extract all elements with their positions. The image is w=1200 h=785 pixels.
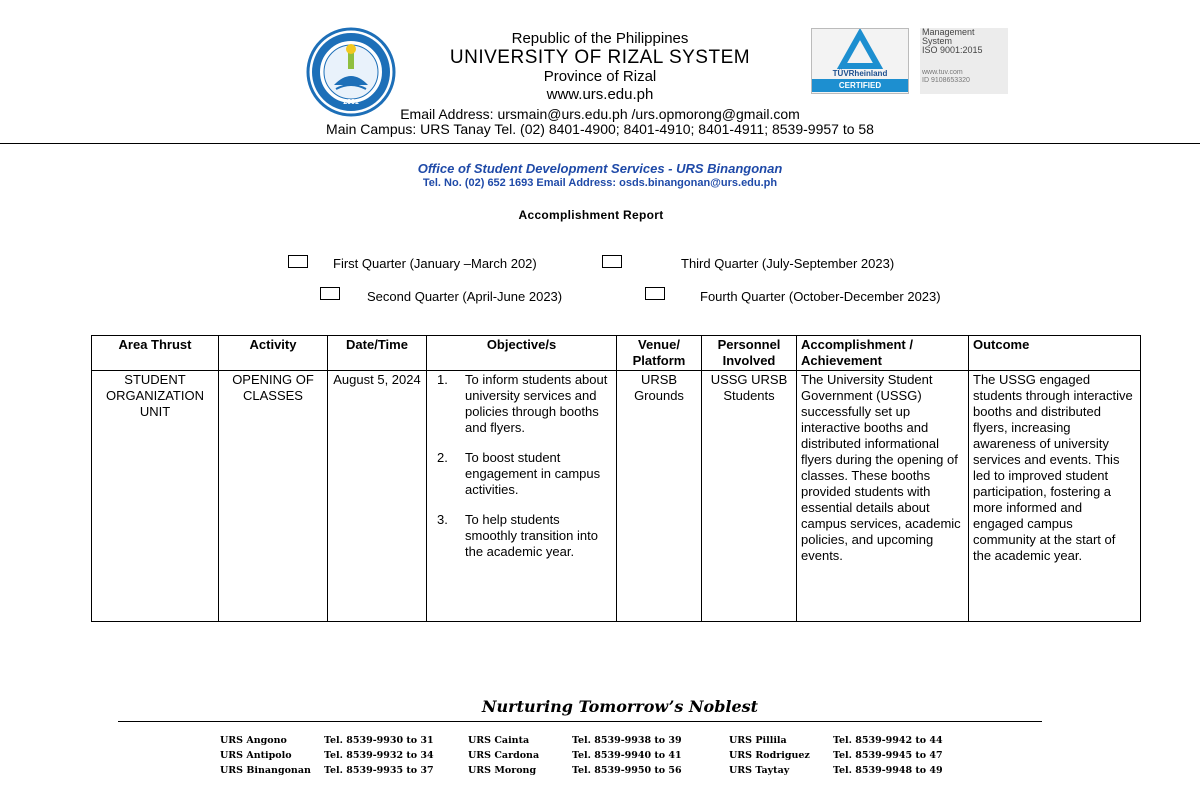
third-quarter-checkbox[interactable] (602, 255, 622, 268)
objective-number: 2. (437, 450, 448, 465)
iso-standard: ISO 9001:2015 (922, 45, 983, 55)
campus-name: URS Pillila (729, 735, 787, 746)
col-header-objectives: Objective/s (427, 336, 617, 371)
col-header-area-thrust: Area Thrust (92, 336, 219, 371)
second-quarter-label: Second Quarter (April-June 2023) (367, 289, 563, 304)
letterhead-text (410, 30, 790, 104)
campus-name: URS Cainta (468, 735, 530, 746)
list-item (437, 372, 612, 436)
cert-site: www.tuv.com (922, 69, 963, 76)
cell-accomplishment: The University Student Government (USSG) successfully set up interactive booths and distributed informational flyers during the opening of classes. These booths provided students with essential details about campus services, academic policies, and upcoming events. (797, 371, 969, 622)
col-header-venue: Venue/ Platform (617, 336, 702, 371)
table-header-row (92, 336, 1141, 371)
list-item (437, 512, 612, 560)
website-line: www.urs.edu.ph (546, 86, 654, 103)
republic-line: Republic of the Philippines (511, 30, 689, 47)
cell-area-thrust: STUDENT ORGANIZATION UNIT (92, 371, 219, 622)
objective-text: To inform students about university services and policies through booths and flyers. (465, 372, 608, 435)
mgmt-line-2: System (922, 36, 953, 46)
first-quarter-checkbox[interactable] (288, 255, 308, 268)
campus-tels-col-2 (572, 733, 682, 778)
tuv-certification-logo (811, 28, 909, 94)
cell-outcome: The USSG engaged students through interactive booths and distributed flyers, increasing awareness of university services and events. This led to improved student participation, fostering a more informed and engaged campus community at the start of the academic year. (969, 371, 1141, 622)
campus-names-col-1 (220, 733, 311, 778)
campus-tel: Tel. 8539-9950 to 56 (572, 765, 682, 776)
col-header-personnel: Personnel Involved (702, 336, 797, 371)
cert-id: ID 9108653320 (922, 77, 970, 84)
campus-tel: Tel. 8539-9932 to 34 (324, 750, 434, 761)
cell-venue: URSB Grounds (617, 371, 702, 622)
email-address-line: Email Address: ursmain@urs.edu.ph /urs.opmorong@gmail.com (400, 106, 800, 122)
campus-name: URS Taytay (729, 765, 790, 776)
campus-tels-col-3 (833, 733, 943, 778)
university-name: UNIVERSITY OF RIZAL SYSTEM (449, 47, 751, 68)
header-divider (0, 143, 1200, 144)
report-title: Accomplishment Report (518, 208, 664, 222)
campus-name: URS Rodriguez (729, 750, 810, 761)
campus-tel: Tel. 8539-9945 to 47 (833, 750, 943, 761)
slogan: Nurturing Tomorrow’s Noblest (481, 697, 759, 716)
objective-number: 3. (437, 512, 448, 527)
province-line: Province of Rizal (543, 68, 657, 85)
campus-tel: Tel. 8539-9930 to 31 (324, 735, 434, 746)
certified-label: CERTIFIED (812, 79, 908, 92)
cell-date-time: August 5, 2024 (328, 371, 427, 622)
col-header-outcome: Outcome (969, 336, 1141, 371)
objective-number: 1. (437, 372, 448, 387)
objectives-list (431, 372, 612, 560)
office-title: Office of Student Development Services - URS Binangonan (417, 161, 783, 176)
objective-text: To help students smoothly transition into the academic year. (465, 512, 598, 559)
fourth-quarter-checkbox[interactable] (645, 287, 665, 300)
main-campus-line: Main Campus: URS Tanay Tel. (02) 8401-4900; 8401-4910; 8401-4911; 8539-9957 to 58 (326, 121, 874, 137)
mgmt-line-1: Management (922, 27, 975, 37)
campus-names-col-3 (729, 733, 810, 778)
fourth-quarter-label: Fourth Quarter (October-December 2023) (700, 289, 941, 304)
objective-text: To boost student engagement in campus activities. (465, 450, 601, 497)
campus-name: URS Angono (220, 735, 287, 746)
campus-tel: Tel. 8539-9948 to 49 (833, 765, 943, 776)
campus-tel: Tel. 8539-9935 to 37 (324, 765, 434, 776)
list-item (437, 450, 612, 498)
table-row (92, 371, 1141, 622)
footer-divider (118, 721, 1042, 722)
campus-tels-col-1 (324, 733, 434, 778)
campus-name: URS Cardona (468, 750, 540, 761)
campus-name: URS Antipolo (220, 750, 292, 761)
third-quarter-label: Third Quarter (July-September 2023) (681, 256, 895, 271)
first-quarter-label: First Quarter (January –March 202) (333, 256, 537, 271)
campus-name: URS Morong (468, 765, 537, 776)
iso-certification-info (920, 28, 1008, 94)
svg-text:2001: 2001 (343, 99, 359, 106)
col-header-accomplishment: Accomplishment / Achievement (797, 336, 969, 371)
cell-objectives (427, 371, 617, 622)
office-contact: Tel. No. (02) 652 1693 Email Address: osds.binangonan@urs.edu.ph (422, 177, 778, 189)
cell-activity: OPENING OF CLASSES (219, 371, 328, 622)
university-seal-logo (306, 27, 396, 117)
campus-tel: Tel. 8539-9940 to 41 (572, 750, 682, 761)
cell-personnel: USSG URSB Students (702, 371, 797, 622)
col-header-date-time: Date/Time (328, 336, 427, 371)
campus-tel: Tel. 8539-9938 to 39 (572, 735, 682, 746)
campus-name: URS Binangonan (220, 765, 311, 776)
campus-tel: Tel. 8539-9942 to 44 (833, 735, 943, 746)
col-header-activity: Activity (219, 336, 328, 371)
second-quarter-checkbox[interactable] (320, 287, 340, 300)
accomplishment-table (91, 335, 1141, 622)
campus-names-col-2 (468, 733, 539, 778)
svg-text:TÜVRheinland: TÜVRheinland (832, 69, 888, 78)
